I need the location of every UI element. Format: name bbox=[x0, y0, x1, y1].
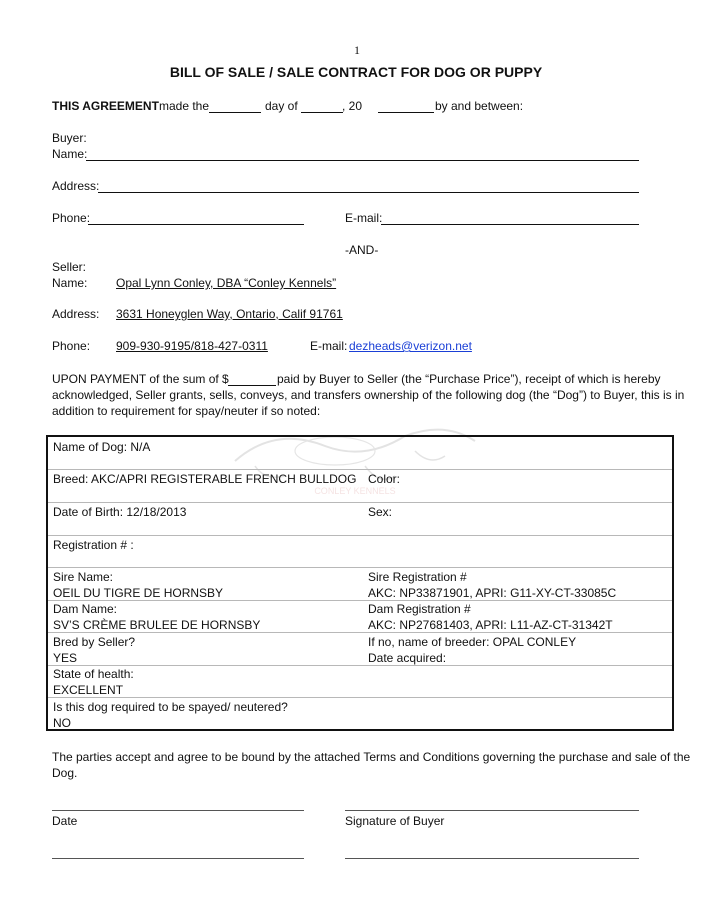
date-acquired[interactable]: Date acquired: bbox=[368, 651, 447, 665]
buyer-address-field[interactable] bbox=[98, 192, 639, 193]
agreement-lead: THIS AGREEMENT bbox=[52, 99, 159, 113]
seller-name-value: Opal Lynn Conley, DBA “Conley Kennels” bbox=[116, 276, 337, 290]
agreement-made-the: made the bbox=[159, 99, 210, 113]
payment-line-1a: UPON PAYMENT of the sum of $ bbox=[52, 372, 229, 386]
payment-amount-blank[interactable] bbox=[228, 385, 276, 386]
spay-neuter-label: Is this dog required to be spayed/ neutered? bbox=[53, 700, 288, 714]
agreement-month-blank[interactable] bbox=[301, 112, 343, 113]
bred-by-seller-label: Bred by Seller? bbox=[53, 635, 136, 649]
payment-line-3: addition to requirement for spay/neuter if so noted: bbox=[52, 404, 321, 418]
seller-date-line[interactable] bbox=[52, 858, 304, 859]
buyer-name-field[interactable] bbox=[86, 160, 639, 161]
terms-line-1: The parties accept and agree to be bound by the attached Terms and Conditions governing the purchase and sale of the bbox=[52, 750, 691, 764]
date-signature-line[interactable] bbox=[52, 810, 304, 811]
seller-address-label: Address: bbox=[52, 307, 100, 321]
sex-field[interactable]: Sex: bbox=[368, 505, 393, 519]
sire-registration-label: Sire Registration # bbox=[368, 570, 467, 584]
breed[interactable]: Breed: AKC/APRI REGISTERABLE FRENCH BULLDOG bbox=[53, 472, 357, 486]
seller-email-label: E-mail: bbox=[310, 339, 348, 353]
buyer-address-label: Address: bbox=[52, 179, 100, 193]
seller-name-label: Name: bbox=[52, 276, 88, 290]
terms-line-2: Dog. bbox=[52, 766, 78, 780]
spay-neuter-required[interactable]: NO bbox=[53, 716, 71, 730]
agreement-by-and-between: by and between: bbox=[435, 99, 524, 113]
seller-phone-label: Phone: bbox=[52, 339, 91, 353]
agreement-year-prefix: , 20 bbox=[342, 99, 363, 113]
seller-address-value: 3631 Honeyglen Way, Ontario, Calif 91761 bbox=[116, 307, 343, 321]
seller-email-link[interactable]: dezheads@verizon.net bbox=[349, 339, 472, 353]
buyer-heading: Buyer: bbox=[52, 131, 87, 145]
sire-name-label: Sire Name: bbox=[53, 570, 114, 584]
payment-line-1b: paid by Buyer to Seller (the “Purchase Price”), receipt of which is hereby bbox=[277, 372, 661, 386]
buyer-signature-label: Signature of Buyer bbox=[345, 814, 445, 828]
buyer-email-field[interactable] bbox=[381, 224, 639, 225]
watermark-text: CONLEY KENNELS bbox=[314, 486, 396, 496]
state-of-health-label: State of health: bbox=[53, 667, 134, 681]
dam-name-label: Dam Name: bbox=[53, 602, 118, 616]
buyer-email-label: E-mail: bbox=[345, 211, 383, 225]
dam-registration-label: Dam Registration # bbox=[368, 602, 471, 616]
dam-registration[interactable]: AKC: NP27681403, APRI: L11-AZ-CT-31342T bbox=[368, 618, 613, 632]
breeder-name[interactable]: If no, name of breeder: OPAL CONLEY bbox=[368, 635, 577, 649]
name-of-dog[interactable]: Name of Dog: N/A bbox=[53, 440, 151, 454]
document-title: BILL OF SALE / SALE CONTRACT FOR DOG OR PUPPY bbox=[169, 64, 543, 80]
agreement-day-of: day of bbox=[265, 99, 298, 113]
sire-name[interactable]: OEIL DU TIGRE DE HORNSBY bbox=[53, 586, 224, 600]
buyer-phone-field[interactable] bbox=[88, 224, 304, 225]
seller-phone-value: 909-930-9195/818-427-0311 bbox=[116, 339, 268, 353]
date-of-birth[interactable]: Date of Birth: 12/18/2013 bbox=[53, 505, 187, 519]
seller-signature-line[interactable] bbox=[345, 858, 639, 859]
state-of-health[interactable]: EXCELLENT bbox=[53, 683, 124, 697]
payment-line-2: acknowledged, Seller grants, sells, conveys, and transfers ownership of the following dog (the “Dog”) to Buyer, this is in bbox=[52, 388, 685, 402]
date-label: Date bbox=[52, 814, 78, 828]
agreement-year-blank[interactable] bbox=[378, 112, 434, 113]
dam-name[interactable]: SV’S CRÈME BRULEE DE HORNSBY bbox=[53, 618, 261, 632]
color-field[interactable]: Color: bbox=[368, 472, 401, 486]
and-separator: -AND- bbox=[345, 243, 379, 257]
sire-registration[interactable]: AKC: NP33871901, APRI: G11-XY-CT-33085C bbox=[368, 586, 617, 600]
dog-details-table bbox=[46, 435, 674, 731]
buyer-signature-line[interactable] bbox=[345, 810, 639, 811]
registration-number[interactable]: Registration # : bbox=[53, 538, 134, 552]
buyer-phone-label: Phone: bbox=[52, 211, 91, 225]
seller-heading: Seller: bbox=[52, 260, 87, 274]
bred-by-seller[interactable]: YES bbox=[53, 651, 78, 665]
page-number: 1 bbox=[354, 43, 360, 57]
buyer-name-label: Name: bbox=[52, 147, 88, 161]
agreement-day-blank[interactable] bbox=[209, 112, 261, 113]
